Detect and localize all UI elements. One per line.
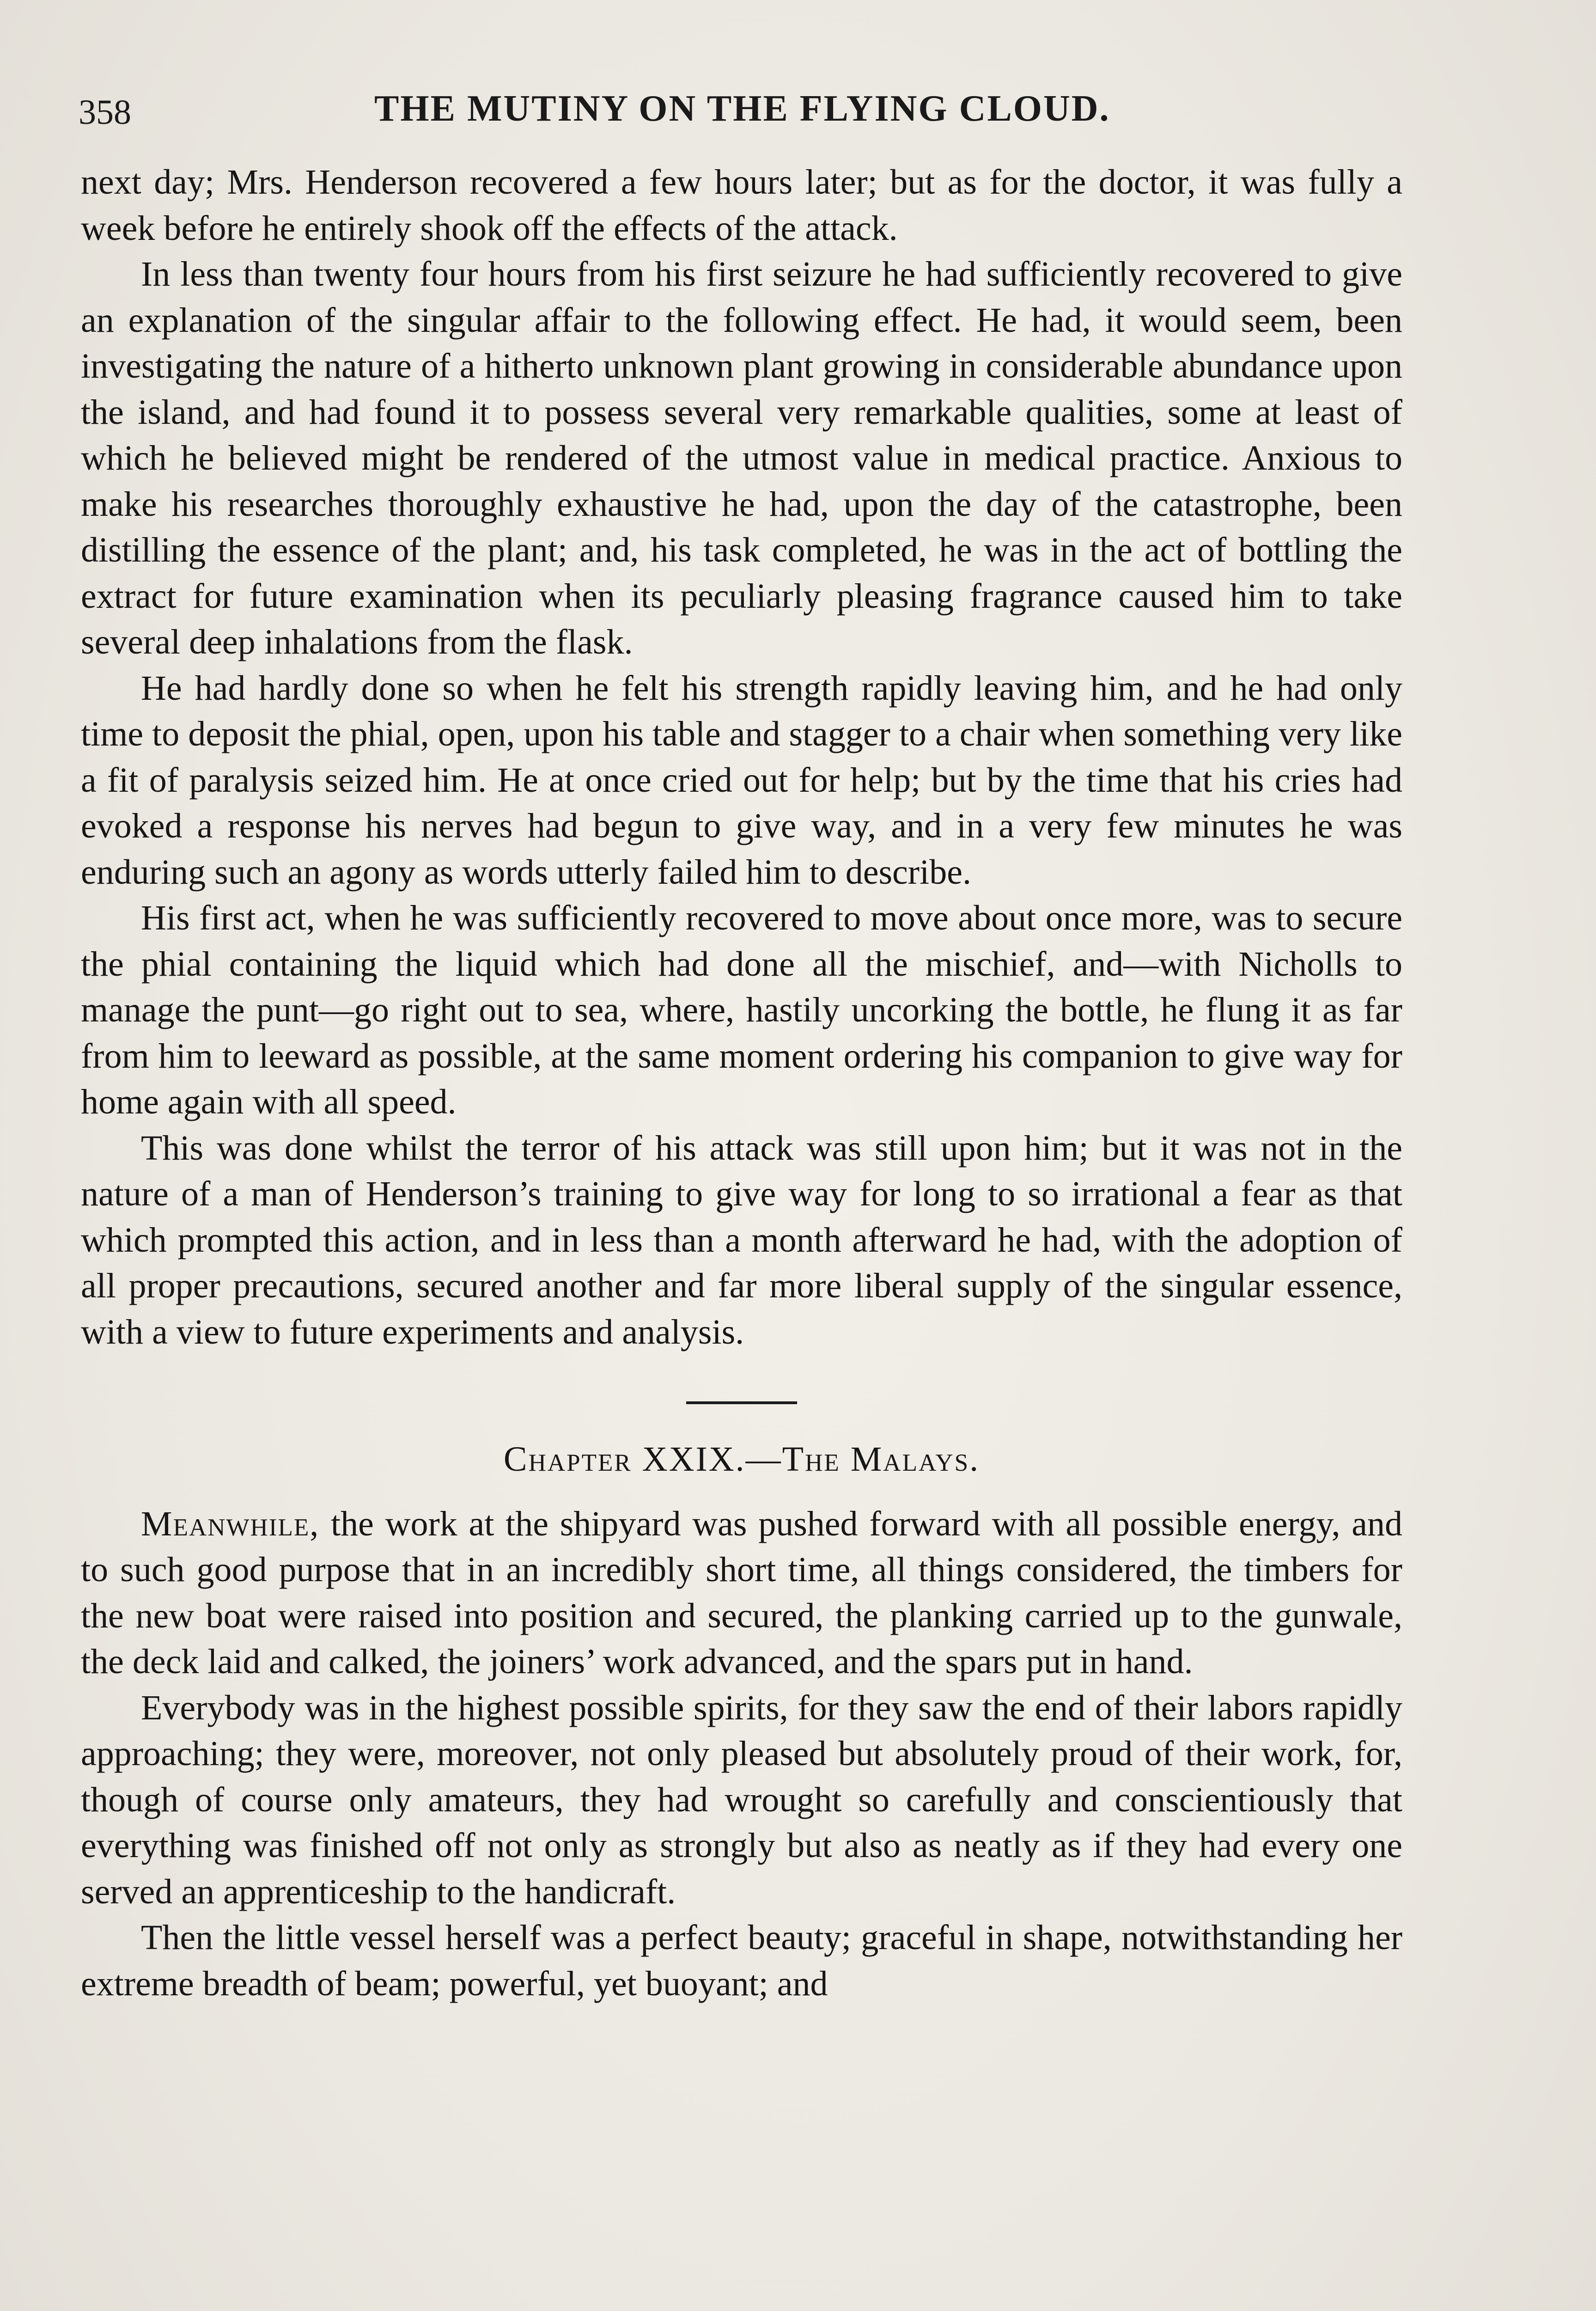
page-number: 358	[79, 93, 131, 132]
section-divider	[686, 1401, 797, 1404]
paragraph: In less than twenty four hours from his first seizure he had sufficiently recovered to give an explanation of the singular affair to the following effect. He had, it would seem, been investigating the nature of a hitherto unknown plant growing in considerable abundance upon the island, and had found it to possess several very remarkable qualities, some at least of which he believed might be rendered of the utmost value in medical practice. Anxious to make his researches thoroughly exhaustive he had, upon the day of the catastrophe, been distilling the essence of the plant; and, his task completed, he was in the act of bottling the extract for future examination when its peculiarly pleasing fragrance caused him to take several deep inhalations from the flask.	[81, 255, 1402, 661]
page-header	[79, 88, 1400, 139]
paragraph: He had hardly done so when he felt his strength rapidly leaving him, and he had only time to deposit the phial, open, upon his table and stagger to a chair when something very like a fit of paralysis seized him. He at once cried out for help; but by the time that his cries had evoked a response his nerves had begun to give way, and in a very few minutes he was enduring such an agony as words utterly failed him to describe.	[81, 668, 1402, 892]
paragraph: This was done whilst the terror of his attack was still upon him; but it was not in the nature of a man of Henderson’s training to give way for long to so irrational a fear as that which prompted this action, and in less than a month afterward he had, with the adoption of all proper precautions, secured another and far more liberal supply of the singular essence, with a view to future experiments and analysis.	[81, 1128, 1402, 1351]
chapter-first-paragraph	[81, 1501, 1402, 1685]
first-paragraph-text: the work at the shipyard was pushed forward with all possible energy, and to such good purpose that in an incredibly short time, all things considered, the timbers for the new boat were raised into position and secured, the planking carried up to the gunwale, the deck laid and calked, the joiners’ work advanced, and the spars put in hand.	[81, 1504, 1402, 1681]
running-head: THE MUTINY ON THE FLYING CLOUD.	[374, 88, 1110, 129]
paragraph: His first act, when he was sufficiently recovered to move about once more, was to secure the phial containing the liquid which had done all the mischief, and—with Nicholls to manage the punt—go right out to sea, where, hastily uncorking the bottle, he flung it as far from him to leeward as possible, at the same moment ordering his companion to give way for home again with all speed.	[81, 899, 1402, 1121]
lead-word: Meanwhile,	[141, 1504, 320, 1543]
paragraph-continued: next day; Mrs. Henderson recovered a few hours later; but as for the doctor, it was fully a week before he entirely shook off the effects of the attack.	[81, 163, 1402, 248]
chapter-heading: Chapter XXIX.—The Malays.	[503, 1440, 980, 1479]
paragraph: Then the little vessel herself was a perfect beauty; graceful in shape, notwithstanding her extreme breadth of beam; powerful, yet buoyant; and	[81, 1918, 1402, 2003]
paragraph: Everybody was in the highest possible spirits, for they saw the end of their labors rapidly approaching; they were, moreover, not only pleased but absolutely proud of their work, for, though of course only amateurs, they had wrought so carefully and conscientiously that everything was finished off not only as strongly but also as neatly as if they had every one served an apprenticeship to the handicraft.	[81, 1688, 1402, 1911]
body-text	[81, 159, 1402, 2007]
